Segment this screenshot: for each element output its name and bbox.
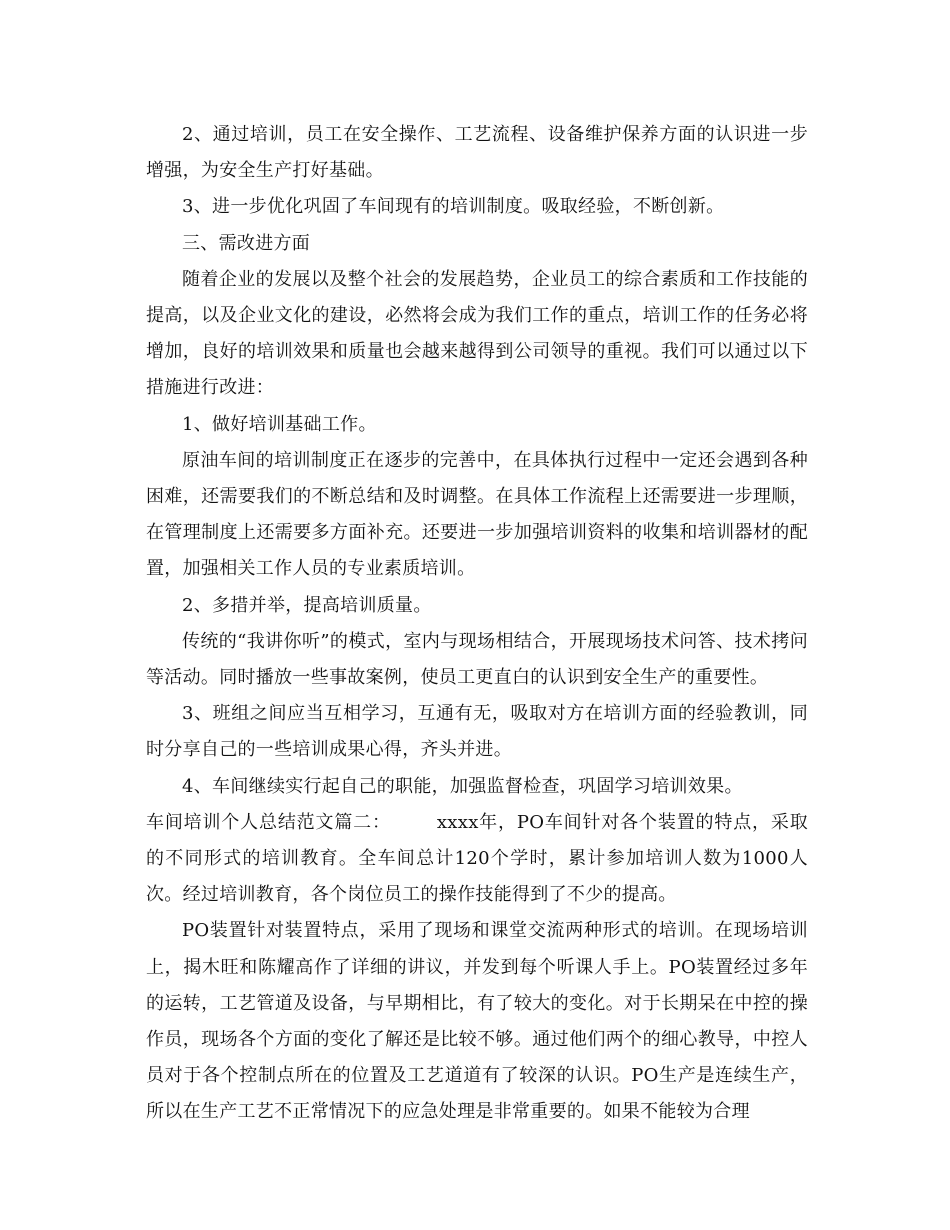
section-two-body: xxxx年，PO车间针对各个装置的特点，采取的不同形式的培训教育。全车间总计120个学时，累计参加培训人数为1000人次。经过培训教育，各个岗位员工的操作技能得到了不少的提高。 (146, 811, 808, 906)
paragraph-item-1-title: 1、做好培训基础工作。 (182, 413, 377, 435)
section-two-paragraph (146, 805, 808, 914)
section-heading-improvements: 三、需改进方面 (182, 232, 311, 254)
paragraph-item-2-title: 2、多措并举，提高培训质量。 (182, 594, 432, 616)
paragraph-item-1-body: 原油车间的培训制度正在逐步的完善中，在具体执行过程中一定还会遇到各种困难，还需要我们的不断总结和及时调整。在具体工作流程上还需要进一步理顺，在管理制度上还需要多方面补充。还要进一步加强培训资料的收集和培训器材的配置，加强相关工作人员的专业素质培训。 (146, 449, 808, 580)
paragraph-item-3: 3、班组之间应当互相学习，互通有无，吸取对方在培训方面的经验教训，同时分享自己的一些培训成果心得，齐头并进。 (146, 703, 808, 761)
paragraph-po-unit: PO装置针对装置特点，采用了现场和课堂交流两种形式的培训。在现场培训上，揭木旺和陈耀高作了详细的讲议，并发到每个听课人手上。PO装置经过多年的运转，工艺管道及设备，与早期相比，有了较大的变化。对于长期呆在中控的操作员，现场各个方面的变化了解还是比较不够。通过他们两个的细心教导，中控人员对于各个控制点所在的位置及工艺道道有了较深的认识。PO生产是连续生产，所以在生产工艺不正常情况下的应急处理是非常重要的。如果不能较为合理 (146, 920, 808, 1123)
document-body (146, 117, 808, 1131)
paragraph-item-4: 4、车间继续实行起自己的职能，加强监督检查，巩固学习培训效果。 (182, 775, 743, 797)
section-two-title: 车间培训个人总结范文篇二： (146, 811, 391, 833)
paragraph-item-2-body: 传统的“我讲你听”的模式，室内与现场相结合，开展现场技术问答、技术拷问等活动。同时播放一些事故案例，使员工更直白的认识到安全生产的重要性。 (146, 630, 808, 689)
paragraph-training-awareness: 2、通过培训，员工在安全操作、工艺流程、设备维护保养方面的认识进一步增强，为安全生产打好基础。 (146, 124, 808, 182)
paragraph-improvement-intro: 随着企业的发展以及整个社会的发展趋势，企业员工的综合素质和工作技能的提高，以及企业文化的建设，必然将会成为我们工作的重点，培训工作的任务必将增加，良好的培训效果和质量也会越来越得到公司领导的重视。我们可以通过以下措施进行改进： (146, 268, 808, 399)
paragraph-training-system: 3、进一步优化巩固了车间现有的培训制度。吸取经验，不断创新。 (182, 196, 725, 218)
